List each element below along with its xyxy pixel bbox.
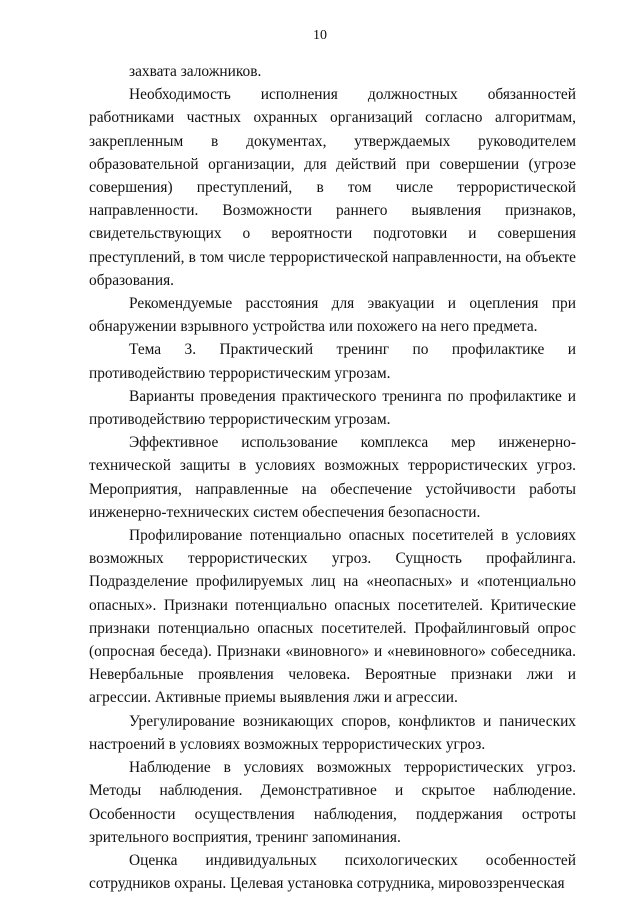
paragraph-topic-3-heading: Тема 3. Практический тренинг по профилактике и противодействию террористическим угрозам. [89, 341, 576, 382]
paragraph-engineering-protection: Эффективное использование комплекса мер инженерно-технической защиты в условиях возможных террористических угроз. Мероприятия, направленные на обеспечение устойчивости работы инженерно-технических систем обеспечения безопасности. [89, 434, 576, 521]
paragraph-duties-of-guards: Необходимость исполнения должностных обязанностей работниками частных охранных организаций согласно алгоритмам, закрепленным в документах, утверждаемых руководителем образовательной организации, для действий при совершении (угрозе совершения) преступлений, в том числе террористической направленности. Возможности раннего выявления признаков, свидетельствующих о вероятности подготовки и совершения преступлений, в том числе террористической направленности, на объекте образования. [89, 86, 576, 289]
document-body [89, 60, 576, 895]
page-number: 10 [313, 28, 327, 43]
paragraph-evacuation-distances: Рекомендуемые расстояния для эвакуации и оцепления при обнаружении взрывного устройства или похожего на него предмета. [89, 295, 576, 336]
paragraph-observation: Наблюдение в условиях возможных террористических угроз. Методы наблюдения. Демонстративное и скрытое наблюдение. Особенности осуществления наблюдения, поддержания остроты зрительного восприятия, тренинг запоминания. [89, 759, 576, 846]
paragraph-continuation: захвата заложников. [129, 63, 262, 80]
paragraph-conflict-resolution: Урегулирование возникающих споров, конфликтов и панических настроений в условиях возможных террористических угроз. [89, 712, 576, 753]
paragraph-training-variants: Варианты проведения практического тренинга по профилактике и противодействию террористическим угрозам. [89, 387, 576, 429]
paragraph-psychological-assessment: Оценка индивидуальных психологических особенностей сотрудников охраны. Целевая установка сотрудника, мировоззренческая [89, 851, 576, 893]
paragraph-profiling: Профилирование потенциально опасных посетителей в условиях возможных террористических угроз. Сущность профайлинга. Подразделение профилируемых лиц на «неопасных» и «потенциально опасных». Признаки потенциально опасных посетителей. Критические признаки потенциально опасных посетителей. Профайлинговый опрос (опросная беседа). Признаки «виновного» и «невиновного» собеседника. Невербальные проявления человека. Вероятные признаки лжи и агрессии. Активные приемы выявления лжи и агрессии. [89, 527, 576, 707]
